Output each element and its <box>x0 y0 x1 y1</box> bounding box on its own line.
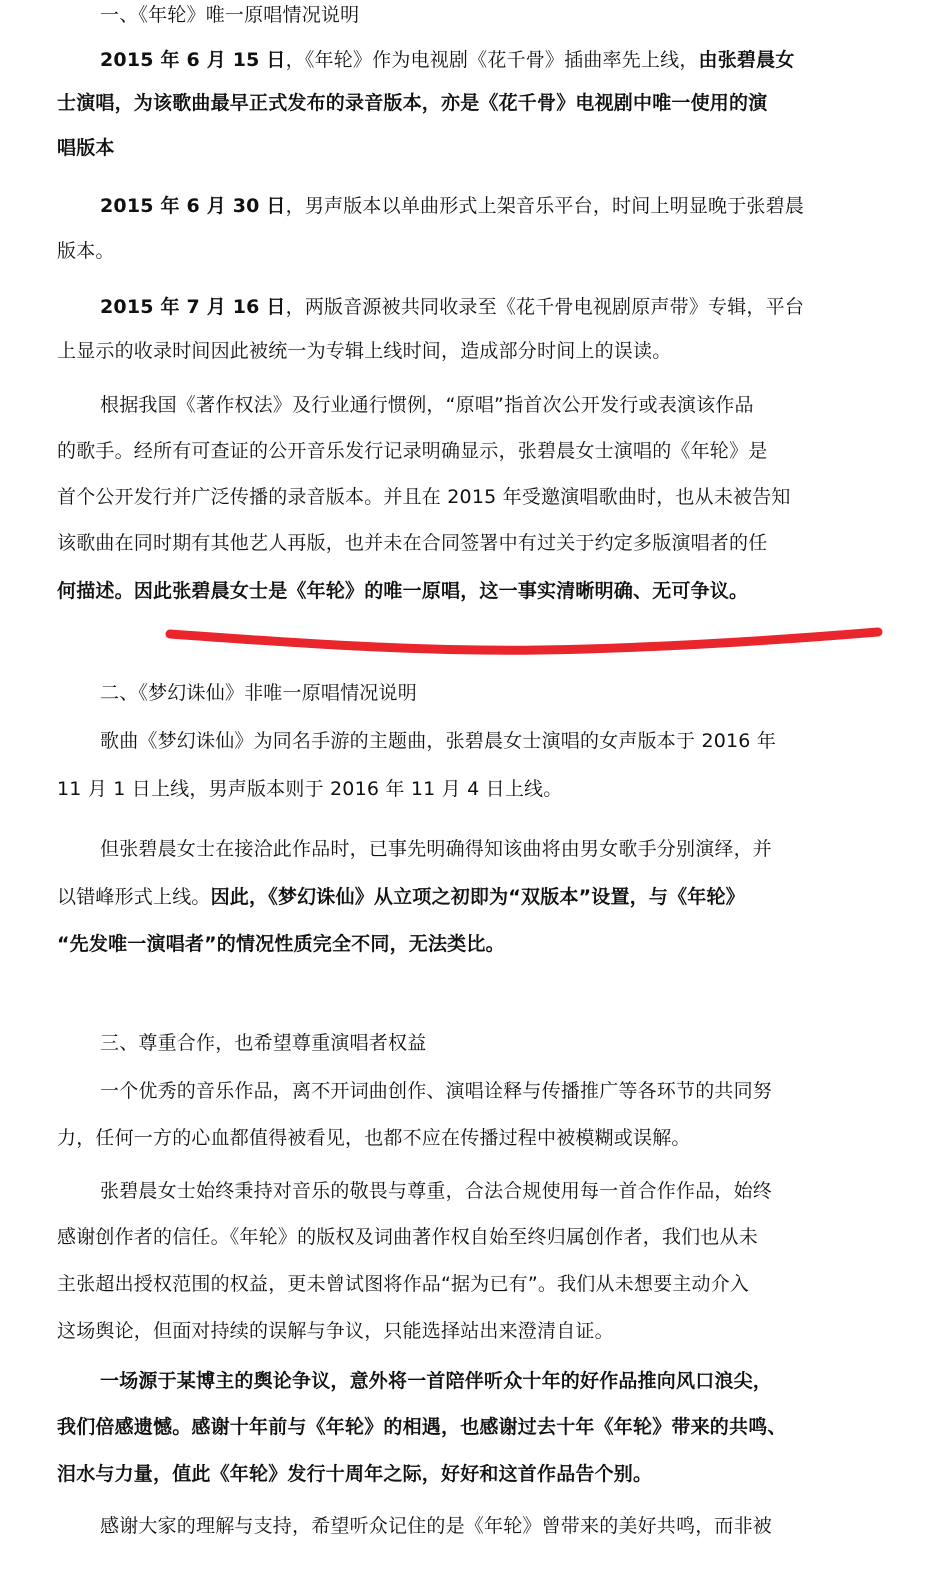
s1-p4-line5 <box>57 578 872 604</box>
plain-text: ，男声版本以单曲形式上架音乐平台，时间上明显晚于张碧晨 <box>285 195 805 217</box>
s3-p2-line1: 张碧晨女士始终秉持对音乐的敬畏与尊重，合法合规使用每一首合作作品，始终 <box>100 1180 773 1202</box>
s2-p2-line1: 但张碧晨女士在接洽此作品时，已事先明确得知该曲将由男女歌手分别演绎，并 <box>100 838 773 860</box>
s1-p2-line1 <box>100 193 872 219</box>
s1-p2-line2: 版本。 <box>57 240 115 262</box>
s1-p4-line1: 根据我国《著作权法》及行业通行惯例，“原唱”指首次公开发行或表演该作品 <box>100 394 754 416</box>
s1-p1-line3: 唱版本 <box>57 137 115 159</box>
bold-text: 因此，《梦幻诛仙》从立项之初即为“双版本”设置，与《年轮》 <box>210 886 745 908</box>
s3-p2-line3: 主张超出授权范围的权益，更未曾试图将作品“据为已有”。我们从未想要主动介入 <box>57 1273 750 1295</box>
s1-p4-line2: 的歌手。经所有可查证的公开音乐发行记录明确显示，张碧晨女士演唱的《年轮》是 <box>57 440 768 462</box>
s1-p4-line4: 该歌曲在同时期有其他艺人再版，也并未在合同签署中有过关于约定多版演唱者的任 <box>57 532 768 554</box>
section-1-heading: 一、《年轮》唯一原唱情况说明 <box>100 4 360 26</box>
s3-p3-line2: 我们倍感遗憾。感谢十年前与《年轮》的相遇，也感谢过去十年《年轮》带来的共鸣、 <box>57 1416 787 1438</box>
s3-p1-line1: 一个优秀的音乐作品，离不开词曲创作、演唱诠释与传播推广等各环节的共同努 <box>100 1080 773 1102</box>
bold-text: 由张碧晨女 <box>698 49 795 71</box>
s3-p3-line3: 泪水与力量，值此《年轮》发行十周年之际，好好和这首作品告个别。 <box>57 1463 653 1485</box>
s2-p1-line1: 歌曲《梦幻诛仙》为同名手游的主题曲，张碧晨女士演唱的女声版本于 2016 年 <box>100 730 777 752</box>
conclusion-text: 因此张碧晨女士是《年轮》的唯一原唱，这一事实清晰明确、无可争议。 <box>133 580 749 602</box>
date-text: 2015 年 7 月 16 日 <box>100 296 286 318</box>
s2-p2-line2 <box>57 884 872 910</box>
s1-p3-line2: 上显示的收录时间因此被统一为专辑上线时间，造成部分时间上的误读。 <box>57 340 672 362</box>
red-underline-stroke <box>160 612 890 672</box>
s2-p2-line3: “先发唯一演唱者”的情况性质完全不同，无法类比。 <box>57 933 505 955</box>
s3-p2-line2: 感谢创作者的信任。《年轮》的版权及词曲著作权自始至终归属创作者，我们也从未 <box>57 1226 758 1248</box>
s3-p1-line2: 力，任何一方的心血都值得被看见，也都不应在传播过程中被模糊或误解。 <box>57 1127 691 1149</box>
s3-p4-line1: 感谢大家的理解与支持，希望听众记住的是《年轮》曾带来的美好共鸣，而非被 <box>100 1515 773 1537</box>
plain-text: 以错峰形式上线。 <box>57 886 211 908</box>
section-3-heading: 三、尊重合作，也希望尊重演唱者权益 <box>100 1032 427 1054</box>
plain-text: ，两版音源被共同收录至《花千骨电视剧原声带》专辑，平台 <box>285 296 805 318</box>
s1-p3-line1 <box>100 294 872 320</box>
plain-text: ，《年轮》作为电视剧《花千骨》插曲率先上线， <box>285 49 699 71</box>
date-text: 2015 年 6 月 30 日 <box>100 195 286 217</box>
section-2-heading: 二、《梦幻诛仙》非唯一原唱情况说明 <box>100 682 417 704</box>
s1-p1-line1 <box>100 47 872 73</box>
date-text: 2015 年 6 月 15 日 <box>100 49 286 71</box>
s1-p4-line3: 首个公开发行并广泛传播的录音版本。并且在 2015 年受邀演唱歌曲时，也从未被告知 <box>57 486 791 508</box>
bold-text: 何描述。 <box>57 580 134 602</box>
s2-p1-line2: 11 月 1 日上线，男声版本则于 2016 年 11 月 4 日上线。 <box>57 778 563 800</box>
s3-p2-line4: 这场舆论，但面对持续的误解与争议，只能选择站出来澄清自证。 <box>57 1320 614 1342</box>
s3-p3-line1: 一场源于某博主的舆论争议，意外将一首陪伴听众十年的好作品推向风口浪尖， <box>100 1370 773 1392</box>
s1-p1-line2: 士演唱，为该歌曲最早正式发布的录音版本，亦是《花千骨》电视剧中唯一使用的演 <box>57 92 768 114</box>
